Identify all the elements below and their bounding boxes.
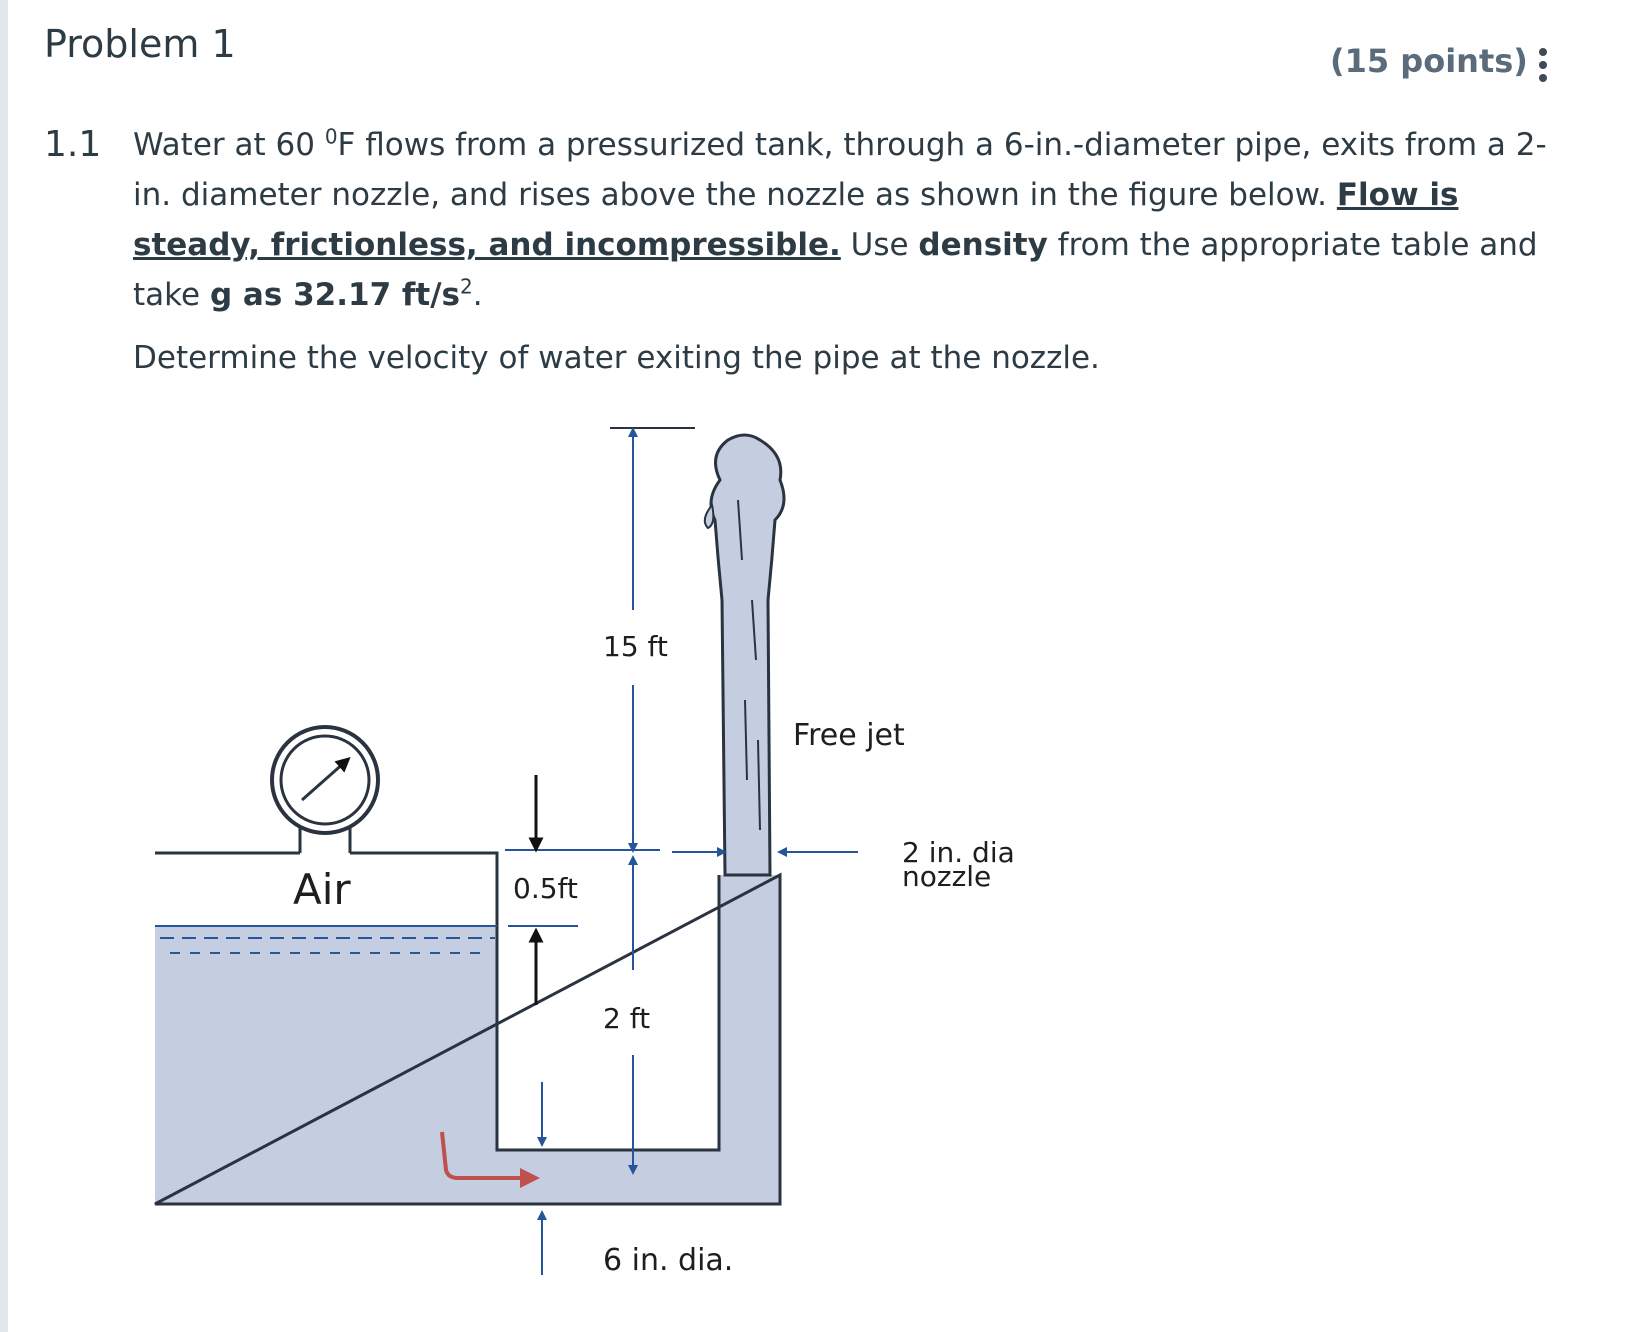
problem-title: Problem 1 — [44, 22, 236, 66]
label-nozzle-line1: 2 in. dia — [902, 836, 1015, 869]
density-keyword: density — [918, 227, 1048, 263]
points-label: (15 points) — [1330, 42, 1528, 80]
label-6in: 6 in. dia. — [603, 1243, 734, 1278]
question-ask: Determine the velocity of water exiting the pipe at the nozzle. — [133, 340, 1100, 376]
question-number: 1.1 — [44, 124, 102, 165]
degree-superscript: 0 — [324, 124, 338, 149]
free-jet-stream — [711, 435, 784, 875]
question-text-part4: from the appropriate table and take — [133, 227, 1538, 313]
jet-droplet — [705, 505, 714, 528]
label-2ft: 2 ft — [603, 1002, 651, 1035]
question-text-part1: Water at 60 — [133, 127, 325, 163]
label-air: Air — [293, 865, 351, 914]
squared-superscript: 2 — [460, 274, 473, 299]
question-text-part2: F flows from a pressurized tank, through a 6-in.-diameter pipe, exits from a 2-in. diameter nozzle, and rises above the nozzle as shown in the figure below. — [133, 127, 1547, 213]
question-text-end: . — [472, 277, 483, 313]
label-free-jet: Free jet — [793, 718, 905, 753]
gravity-value: g as 32.17 ft/s — [209, 277, 461, 313]
label-05ft: 0.5ft — [513, 872, 578, 905]
question-text-part3: Use — [840, 227, 919, 263]
flow-assumptions: Flow is steady, frictionless, and incompressible. — [133, 177, 1459, 263]
label-nozzle-line2: nozzle — [902, 860, 992, 893]
label-15ft: 15 ft — [603, 630, 668, 663]
